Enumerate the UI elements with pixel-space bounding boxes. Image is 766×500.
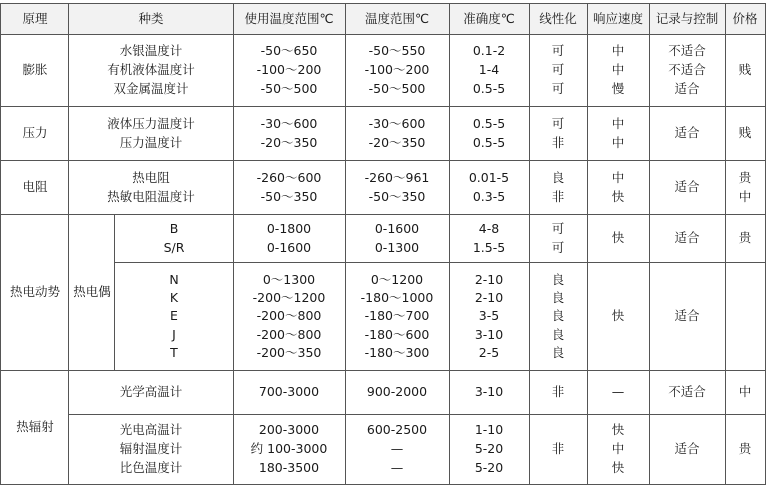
linear-rad-b: 非 [529,415,587,485]
value: -200～800 [256,308,322,324]
response-pressure [587,107,649,161]
response-resistance [587,161,649,215]
record-expansion [649,35,725,107]
value: 中 [611,62,625,78]
header-price: 价格 [725,4,765,35]
accuracy-rad-a: 3-10 [449,371,529,415]
value: -260～961 [364,169,430,185]
temp-range-rad-b [345,415,449,485]
record-rad-b: 适合 [649,415,725,485]
header-accuracy: 准确度℃ [449,4,529,35]
value: 中 [611,441,625,457]
principle-pressure: 压力 [1,107,69,161]
header-kind: 种类 [69,4,233,35]
value: T [170,344,178,360]
thermocouple-types-a [115,215,233,263]
value: 0-1600 [374,220,420,236]
temp-range-resistance [345,161,449,215]
kind-thermocouple: 热电偶 [69,215,115,371]
value: -180～1000 [360,290,434,306]
record-resistance: 适合 [649,161,725,215]
value: 0.01-5 [468,169,510,185]
price-tc-a: 贵 [725,215,765,263]
value: 0-1300 [374,239,420,255]
table-body [1,35,765,485]
value: -20～350 [260,134,318,150]
kind-bimetal: 双金属温度计 [113,80,189,96]
header-response-speed: 响应速度 [587,4,649,35]
value: 可 [551,220,565,236]
price-tc-b [725,263,765,371]
use-range-rad-b [233,415,345,485]
value: 快 [611,459,625,475]
accuracy-tc-b [449,263,529,371]
principle-expansion: 膨胀 [1,35,69,107]
header-use-range: 使用温度范围℃ [233,4,345,35]
table-row [1,107,765,161]
table-row [1,215,765,263]
temp-range-pressure [345,107,449,161]
value: 约 100-3000 [250,441,328,457]
thermocouple-types-b [115,263,233,371]
linear-expansion [529,35,587,107]
value: 5-20 [474,459,504,475]
header-linearization: 线性化 [529,4,587,35]
value: — [390,441,404,457]
value: 0-1800 [266,220,312,236]
value: — [390,459,404,475]
kind-pressure: 压力温度计 [119,134,183,150]
accuracy-pressure [449,107,529,161]
table-header-row [1,4,765,35]
value: 可 [551,62,565,78]
kind-photoelectric: 光电高温计 [119,422,183,438]
value: -50～550 [368,43,426,59]
value: 3-5 [478,308,500,324]
value: 适合 [674,80,700,96]
value: 0-1600 [266,239,312,255]
record-tc-a: 适合 [649,215,725,263]
value: 慢 [611,80,625,96]
principle-resistance: 电阻 [1,161,69,215]
value: 可 [551,80,565,96]
linear-pressure [529,107,587,161]
price-pressure: 贱 [725,107,765,161]
value: -180～300 [364,344,430,360]
value: 快 [611,422,625,438]
value: -30～600 [368,115,426,131]
use-range-tc-b [233,263,345,371]
value: 不适合 [668,62,706,78]
value: -50～500 [260,80,318,96]
value: N [169,272,179,288]
value: 3-10 [474,326,504,342]
value: 非 [551,188,565,204]
value: -30～600 [260,115,318,131]
kind-thermistor: 热敏电阻温度计 [107,188,195,204]
value: -180～600 [364,326,430,342]
value: 0.5-5 [472,115,506,131]
header-record-control: 记录与控制 [649,4,725,35]
value: -100～200 [256,62,322,78]
value: 180-3500 [258,459,320,475]
value: B [169,220,179,236]
response-tc-b: 快 [587,263,649,371]
value: 贵 [738,169,752,185]
use-range-pressure [233,107,345,161]
table-row [1,161,765,215]
value: 中 [611,115,625,131]
table-row [1,263,765,371]
linear-resistance [529,161,587,215]
linear-tc-b [529,263,587,371]
principle-thermoelectric: 热电动势 [1,215,69,371]
header-principle: 原理 [1,4,69,35]
accuracy-tc-a [449,215,529,263]
response-rad-a: — [587,371,649,415]
value: 200-3000 [258,422,320,438]
value: -50～500 [368,80,426,96]
value: 可 [551,239,565,255]
value: 2-5 [478,344,500,360]
value: 中 [611,134,625,150]
principle-radiation: 热辐射 [1,371,69,485]
kind-rtd: 热电阻 [132,169,170,185]
record-rad-a: 不适合 [649,371,725,415]
value: 良 [551,272,565,288]
value: 良 [551,290,565,306]
use-range-tc-a [233,215,345,263]
value: 中 [611,169,625,185]
response-rad-b [587,415,649,485]
linear-tc-a [529,215,587,263]
value: 不适合 [668,43,706,59]
kind-list-expansion [69,35,233,107]
value: 0～1300 [262,272,316,288]
value: -50～350 [368,188,426,204]
kind-list-radiation [69,415,233,485]
table-row [1,35,765,107]
response-tc-a: 快 [587,215,649,263]
value: 良 [551,326,565,342]
value: 良 [551,344,565,360]
value: -100～200 [364,62,430,78]
value: -20～350 [368,134,426,150]
value: 0.1-2 [472,43,506,59]
temp-range-rad-a: 900-2000 [345,371,449,415]
value: K [169,290,179,306]
response-expansion [587,35,649,107]
price-expansion: 贱 [725,35,765,107]
accuracy-rad-b [449,415,529,485]
price-rad-a: 中 [725,371,765,415]
table-header [1,4,765,35]
value: 4-8 [478,220,500,236]
accuracy-resistance [449,161,529,215]
value: 0.5-5 [472,80,506,96]
value: -50～350 [260,188,318,204]
temp-range-expansion [345,35,449,107]
value: 良 [551,308,565,324]
temp-range-tc-b [345,263,449,371]
value: 中 [611,43,625,59]
value: 2-10 [474,272,504,288]
table-row [1,371,765,415]
value: 可 [551,115,565,131]
value: 2-10 [474,290,504,306]
value: 1-4 [478,62,500,78]
temp-range-tc-a [345,215,449,263]
kind-mercury: 水银温度计 [119,43,183,59]
accuracy-expansion [449,35,529,107]
value: -200～1200 [252,290,326,306]
value: 1-10 [474,422,504,438]
use-range-expansion [233,35,345,107]
kind-optical-pyrometer: 光学高温计 [69,371,233,415]
kind-list-pressure [69,107,233,161]
value: 1.5-5 [472,239,506,255]
value: -260～600 [256,169,322,185]
value: 5-20 [474,441,504,457]
kind-radiation: 辐射温度计 [119,441,183,457]
value: 可 [551,43,565,59]
table-row [1,415,765,485]
value: 非 [551,134,565,150]
value: -200～800 [256,326,322,342]
value: 快 [611,188,625,204]
value: S/R [163,239,185,255]
kind-organic-liquid: 有机液体温度计 [107,62,195,78]
record-pressure: 适合 [649,107,725,161]
use-range-rad-a: 700-3000 [233,371,345,415]
value: 0.5-5 [472,134,506,150]
thermometer-comparison-table [0,3,765,485]
value: -200～350 [256,344,322,360]
record-tc-b: 适合 [649,263,725,371]
value: E [170,308,178,324]
table-sheet [0,3,766,500]
value: 0～1200 [370,272,424,288]
kind-colorimetric: 比色温度计 [119,459,183,475]
value: 600-2500 [366,422,428,438]
value: -50～650 [260,43,318,59]
value: 良 [551,169,565,185]
price-resistance [725,161,765,215]
kind-liquid-pressure: 液体压力温度计 [107,115,195,131]
value: 中 [738,188,752,204]
price-rad-b: 贵 [725,415,765,485]
header-temp-range: 温度范围℃ [345,4,449,35]
value: 0.3-5 [472,188,506,204]
kind-list-resistance [69,161,233,215]
value: -180～700 [364,308,430,324]
value: J [172,326,176,342]
linear-rad-a: 非 [529,371,587,415]
use-range-resistance [233,161,345,215]
